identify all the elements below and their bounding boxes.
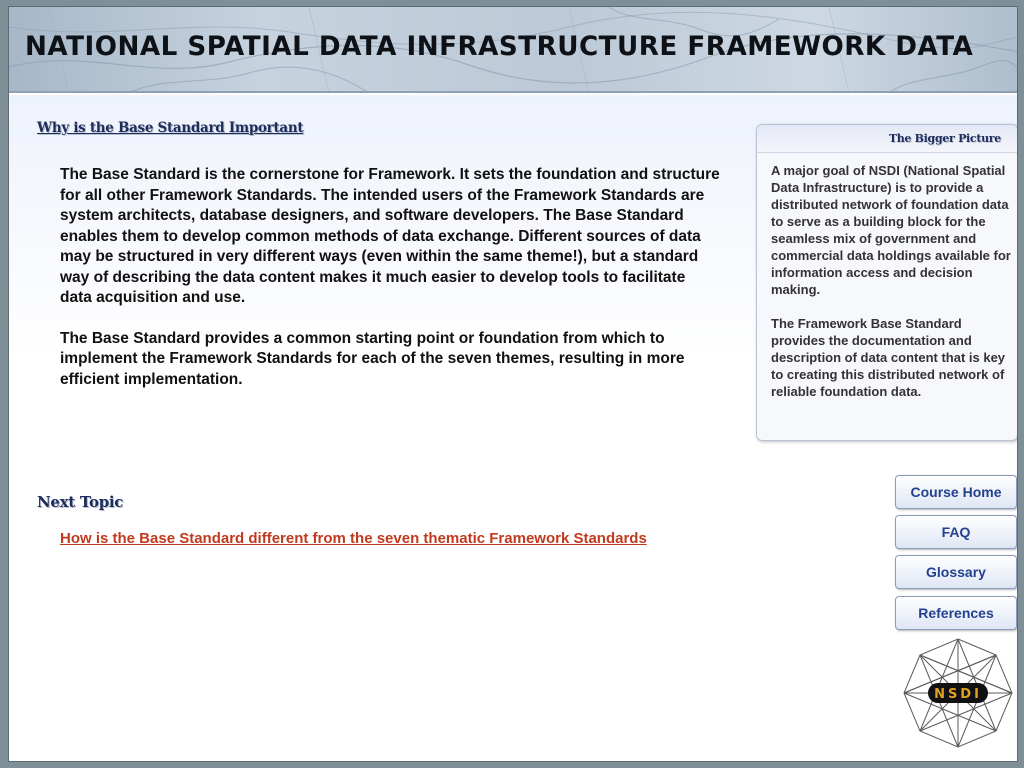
page-frame [8, 6, 1018, 762]
panel-paragraph-2: The Framework Base Standard provides the documentation and description of data content that is key to creating this distributed network of reliable foundation data. [771, 316, 1006, 399]
header-banner [9, 7, 1018, 93]
body-paragraph-1: The Base Standard is the cornerstone for Framework. It sets the foundation and structure for all other Framework Standards. The intended users of the Framework Standards are system architects, database designers, and software developers. The Base Standard enables them to develop common methods of data exchange. Different sources of data may be structured in very different ways (even within the same theme!), but a standard way of describing the data content makes it much easier to develop tools to facilitate data acquisition and use. [60, 166, 720, 306]
references-button[interactable]: References [895, 596, 1017, 630]
bigger-picture-panel [756, 124, 1018, 441]
site-title: NATIONAL SPATIAL DATA INFRASTRUCTURE FRAMEWORK DATA [25, 31, 974, 62]
body-text [60, 165, 720, 390]
faq-button[interactable]: FAQ [895, 515, 1017, 549]
panel-text [771, 162, 1015, 400]
panel-paragraph-1: A major goal of NSDI (National Spatial Data Infrastructure) is to provide a distributed network of foundation data to serve as a building block for the seamless mix of government and commercial data holdings available for information access and decision making. [771, 163, 1011, 297]
next-topic-link[interactable]: How is the Base Standard different from the seven thematic Framework Standards [60, 530, 647, 547]
body-paragraph-2: The Base Standard provides a common starting point or foundation from which to implement the Framework Standards for each of the seven themes, resulting in more efficient implementation. [60, 329, 685, 388]
logo-text: NSDI [934, 687, 982, 702]
next-topic-heading: Next Topic [37, 493, 124, 511]
panel-title: The Bigger Picture [888, 132, 1001, 145]
course-home-button[interactable]: Course Home [895, 475, 1017, 509]
section-heading: Why is the Base Standard Important [37, 120, 304, 136]
nsdi-logo [902, 637, 1014, 749]
glossary-button[interactable]: Glossary [895, 555, 1017, 589]
